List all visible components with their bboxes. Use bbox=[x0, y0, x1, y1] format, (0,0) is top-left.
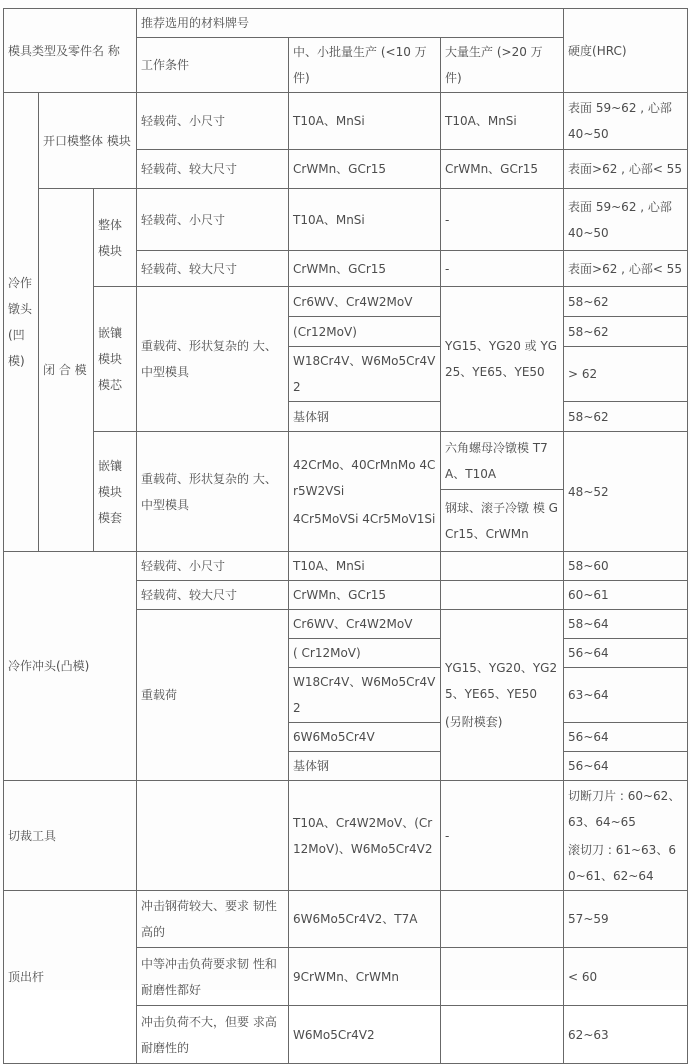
cell-hardness: 48~52 bbox=[564, 432, 688, 552]
hardness-line: 滚切刀 : 61~63、60~61、62~64 bbox=[568, 842, 676, 883]
table-row bbox=[4, 93, 688, 150]
cell-small-batch: 基体钢 bbox=[289, 752, 441, 781]
cell-small-batch: CrWMn、GCr15 bbox=[289, 150, 441, 189]
material-line: YG15、YG20、YG25、YE65、YE50 bbox=[445, 661, 558, 701]
empty-cell bbox=[441, 891, 564, 948]
cell-hardness: 58~60 bbox=[564, 552, 688, 581]
cell-condition: 重载荷 bbox=[137, 610, 289, 781]
cell-hardness: 56~64 bbox=[564, 639, 688, 668]
cell-hardness: 57~59 bbox=[564, 891, 688, 948]
cell-hardness: 表面>62 , 心部< 55 bbox=[564, 251, 688, 287]
empty-cell bbox=[441, 552, 564, 581]
group-insert-module-sleeve: 嵌镶 模块 模套 bbox=[94, 432, 137, 552]
material-line: 42CrMo、40CrMnMo 4Cr5W2VSi bbox=[293, 457, 436, 498]
cell-mass-production bbox=[441, 610, 564, 781]
cell-condition: 轻载荷、小尺寸 bbox=[137, 189, 289, 251]
group-monolithic-module: 整体 模块 bbox=[94, 189, 137, 287]
cell-small-batch: 6W6Mo5Cr4V bbox=[289, 723, 441, 752]
cell-hardness: 56~64 bbox=[564, 752, 688, 781]
cell-hardness: < 60 bbox=[564, 948, 688, 1006]
empty-cell bbox=[441, 581, 564, 610]
section-cutting-tool: 切裁工具 bbox=[4, 781, 137, 891]
header-hardness: 硬度(HRC) bbox=[564, 9, 688, 93]
table-row bbox=[4, 891, 688, 948]
table-row bbox=[4, 432, 688, 490]
cell-condition: 轻载荷、较大尺寸 bbox=[137, 581, 289, 610]
header-work-condition: 工作条件 bbox=[137, 38, 289, 93]
cell-hardness: 表面 59~62 , 心部 40~50 bbox=[564, 189, 688, 251]
cell-small-batch: W6Mo5Cr4V2 bbox=[289, 1006, 441, 1064]
material-note: (另附模套) bbox=[445, 715, 503, 729]
cell-condition: 中等冲击负荷要求韧 性和耐磨性都好 bbox=[137, 948, 289, 1006]
cell-mass-production: YG15、YG20 或 YG25、YE65、YE50 bbox=[441, 287, 564, 432]
header-mass-production: 大量生产 (>20 万件) bbox=[441, 38, 564, 93]
group-closed-die: 闭 合 模 bbox=[39, 189, 94, 552]
cell-mass-production: CrWMn、GCr15 bbox=[441, 150, 564, 189]
header-mold-type: 模具类型及零件名 称 bbox=[4, 9, 137, 93]
cell-hardness: 表面>62 , 心部< 55 bbox=[564, 150, 688, 189]
cell-small-batch: Cr6WV、Cr4W2MoV bbox=[289, 610, 441, 639]
empty-cell bbox=[137, 781, 289, 891]
cell-small-batch: T10A、MnSi bbox=[289, 552, 441, 581]
cell-small-batch: W18Cr4V、W6Mo5Cr4V2 bbox=[289, 347, 441, 402]
header-row-1 bbox=[4, 9, 688, 38]
table-row bbox=[4, 287, 688, 317]
cell-condition: 重载荷、形状复杂的 大、中型模具 bbox=[137, 432, 289, 552]
cell-condition: 冲击负荷不大，但要 求高耐磨性的 bbox=[137, 1006, 289, 1064]
cell-hardness: 60~61 bbox=[564, 581, 688, 610]
cell-mass-production: 六角螺母冷镦模 T7A、T10A bbox=[441, 432, 564, 490]
section-cold-heading-die: 冷作镦头(凹模) bbox=[4, 93, 39, 552]
cell-small-batch bbox=[289, 432, 441, 552]
cell-hardness: > 62 bbox=[564, 347, 688, 402]
header-small-batch: 中、小批量生产 (<10 万件) bbox=[289, 38, 441, 93]
cell-hardness: 58~62 bbox=[564, 287, 688, 317]
cell-condition: 轻载荷、小尺寸 bbox=[137, 93, 289, 150]
cell-mass-production: 钢球、滚子冷镦 模 GCr15、CrWMn bbox=[441, 490, 564, 552]
cell-hardness: 58~62 bbox=[564, 402, 688, 432]
cell-small-batch: T10A、Cr4W2MoV、(Cr12MoV)、W6Mo5Cr4V2 bbox=[289, 781, 441, 891]
group-insert-module-core: 嵌镶 模块 模芯 bbox=[94, 287, 137, 432]
cell-hardness: 63~64 bbox=[564, 668, 688, 723]
cell-small-batch: CrWMn、GCr15 bbox=[289, 581, 441, 610]
cell-mass-production: - bbox=[441, 781, 564, 891]
empty-cell bbox=[441, 1006, 564, 1064]
cell-mass-production: - bbox=[441, 189, 564, 251]
cell-small-batch: T10A、MnSi bbox=[289, 93, 441, 150]
cell-hardness: 56~64 bbox=[564, 723, 688, 752]
empty-cell bbox=[441, 948, 564, 1006]
cell-hardness: 58~64 bbox=[564, 610, 688, 639]
cell-condition: 重载荷、形状复杂的 大、中型模具 bbox=[137, 287, 289, 432]
cell-small-batch: 基体钢 bbox=[289, 402, 441, 432]
material-selection-table bbox=[3, 8, 688, 1064]
cell-hardness bbox=[564, 781, 688, 891]
cell-hardness: 58~62 bbox=[564, 317, 688, 347]
section-cold-punch: 冷作冲头(凸模) bbox=[4, 552, 137, 781]
cell-small-batch: (Cr12MoV) bbox=[289, 317, 441, 347]
table-row bbox=[4, 189, 688, 251]
table-row bbox=[4, 781, 688, 891]
cell-small-batch: ( Cr12MoV) bbox=[289, 639, 441, 668]
table-row bbox=[4, 552, 688, 581]
header-recommended-materials: 推荐选用的材料牌号 bbox=[137, 9, 564, 38]
cell-hardness: 62~63 bbox=[564, 1006, 688, 1064]
cell-condition: 轻载荷、较大尺寸 bbox=[137, 150, 289, 189]
cell-mass-production: - bbox=[441, 251, 564, 287]
hardness-line: 切断刀片 : 60~62、63、64~65 bbox=[568, 788, 681, 829]
cell-condition: 轻载荷、小尺寸 bbox=[137, 552, 289, 581]
cell-small-batch: W18Cr4V、W6Mo5Cr4V2 bbox=[289, 668, 441, 723]
cell-small-batch: Cr6WV、Cr4W2MoV bbox=[289, 287, 441, 317]
cell-condition: 冲击钢荷较大、要求 韧性高的 bbox=[137, 891, 289, 948]
cell-small-batch: T10A、MnSi bbox=[289, 189, 441, 251]
cell-hardness: 表面 59~62 , 心部 40~50 bbox=[564, 93, 688, 150]
group-open-die: 开口模整体 模块 bbox=[39, 93, 137, 189]
material-line: 4Cr5MoVSi 4Cr5MoV1Si bbox=[293, 511, 436, 526]
cell-condition: 轻载荷、较大尺寸 bbox=[137, 251, 289, 287]
cell-small-batch: 6W6Mo5Cr4V2、T7A bbox=[289, 891, 441, 948]
section-ejector-rod: 顶出杆 bbox=[4, 891, 137, 1064]
cell-small-batch: 9CrWMn、CrWMn bbox=[289, 948, 441, 1006]
cell-small-batch: CrWMn、GCr15 bbox=[289, 251, 441, 287]
cell-mass-production: T10A、MnSi bbox=[441, 93, 564, 150]
